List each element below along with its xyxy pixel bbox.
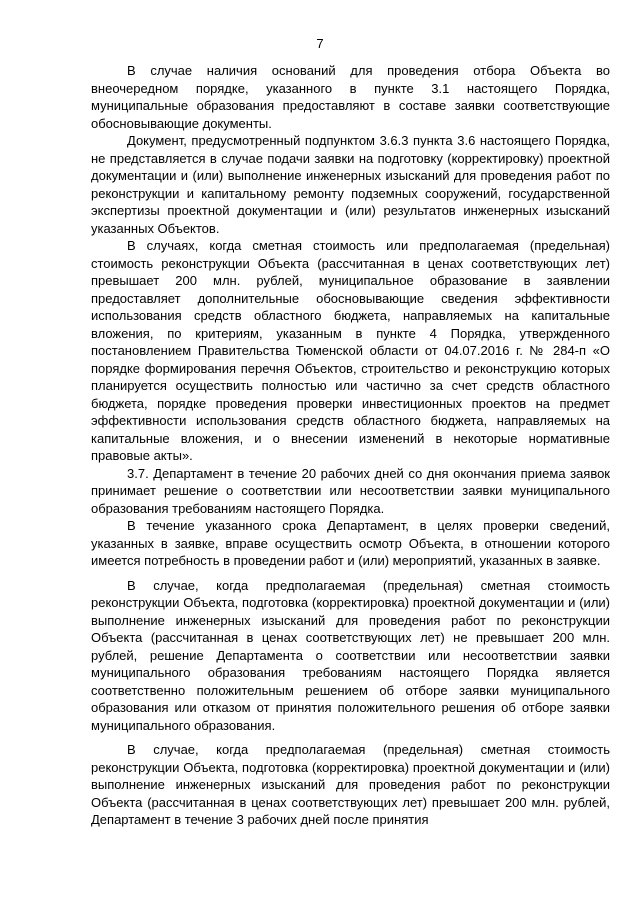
paragraph-7: В случае, когда предполагаемая (предельная) сметная стоимость реконструкции Объекта, подготовка (корректировка) проектной документации и (или) выполнение инженерных изысканий для проведения работ по реконструкции Объекта (рассчитанная в ценах соответствующих лет) превышает 200 млн. рублей, Департамент в течение 3 рабочих дней после принятия (91, 742, 610, 827)
paragraph-1: В случае наличия оснований для проведения отбора Объекта во внеочередном порядке, указанного в пункте 3.1 настоящего Порядка, муниципальные образования предоставляют в составе заявки соответствующие обосновывающие документы. (91, 63, 610, 131)
paragraph-5: В течение указанного срока Департамент, в целях проверки сведений, указанных в заявке, вправе осуществить осмотр Объекта, в отношении которого имеется потребность в проведении работ и (или) мероприятий, указанных в заявке. (91, 518, 610, 568)
paragraph-4: 3.7. Департамент в течение 20 рабочих дней со дня окончания приема заявок принимает решение о соответствии или несоответствии заявки муниципального образования требованиям настоящего Порядка. (91, 465, 610, 516)
paragraph-2: Документ, предусмотренный подпунктом 3.6.3 пункта 3.6 настоящего Порядка, не представляется в случае подачи заявки на подготовку (корректировку) проектной документации и (или) выполнение инженерных изысканий для проведения работ по реконструкции и капитальному ремонту подземных сооружений, государственной экспертизы проектной документации и (или) результатов инженерных изысканий указанных Объектов. (91, 133, 610, 236)
paragraph-3: В случаях, когда сметная стоимость или предполагаемая (предельная) стоимость реконструкции Объекта (рассчитанная в ценах соответствующих лет) превышает 200 млн. рублей, муниципальное образование в заявлении предоставляет дополнительные обосновывающие сведения эффективности использования средств областного бюджета, направляемых на капитальные вложения, по критериям, указанным в пункте 4 Порядка, утвержденного постановлением Правительства Тюменской области от 04.07.2016 г. № 284-п «О порядке формирования перечня Объектов, строительство и реконструкцию которых планируется осуществить полностью или частично за счет средств областного бюджета, порядке проведения проверки инвестиционных проектов на предмет эффективности использования средств областного бюджета, направляемых на капитальные вложения, и о внесении изменений в некоторые нормативные правовые акты». (91, 238, 610, 463)
paragraph-6: В случае, когда предполагаемая (предельная) сметная стоимость реконструкции Объекта, подготовка (корректировка) проектной документации и (или) выполнение инженерных изысканий для проведения работ по реконструкции Объекта (рассчитанная в ценах соответствующих лет) не превышает 200 млн. рублей, решение Департамента о соответствии или несоответствии заявки муниципального образования требованиям настоящего Порядка является соответственно положительным решением об отборе заявки муниципального образования или отказом от принятия положительного решения об отборе заявки муниципального образования. (91, 577, 610, 733)
page-number: 7 (316, 36, 324, 51)
document-body (91, 62, 610, 829)
